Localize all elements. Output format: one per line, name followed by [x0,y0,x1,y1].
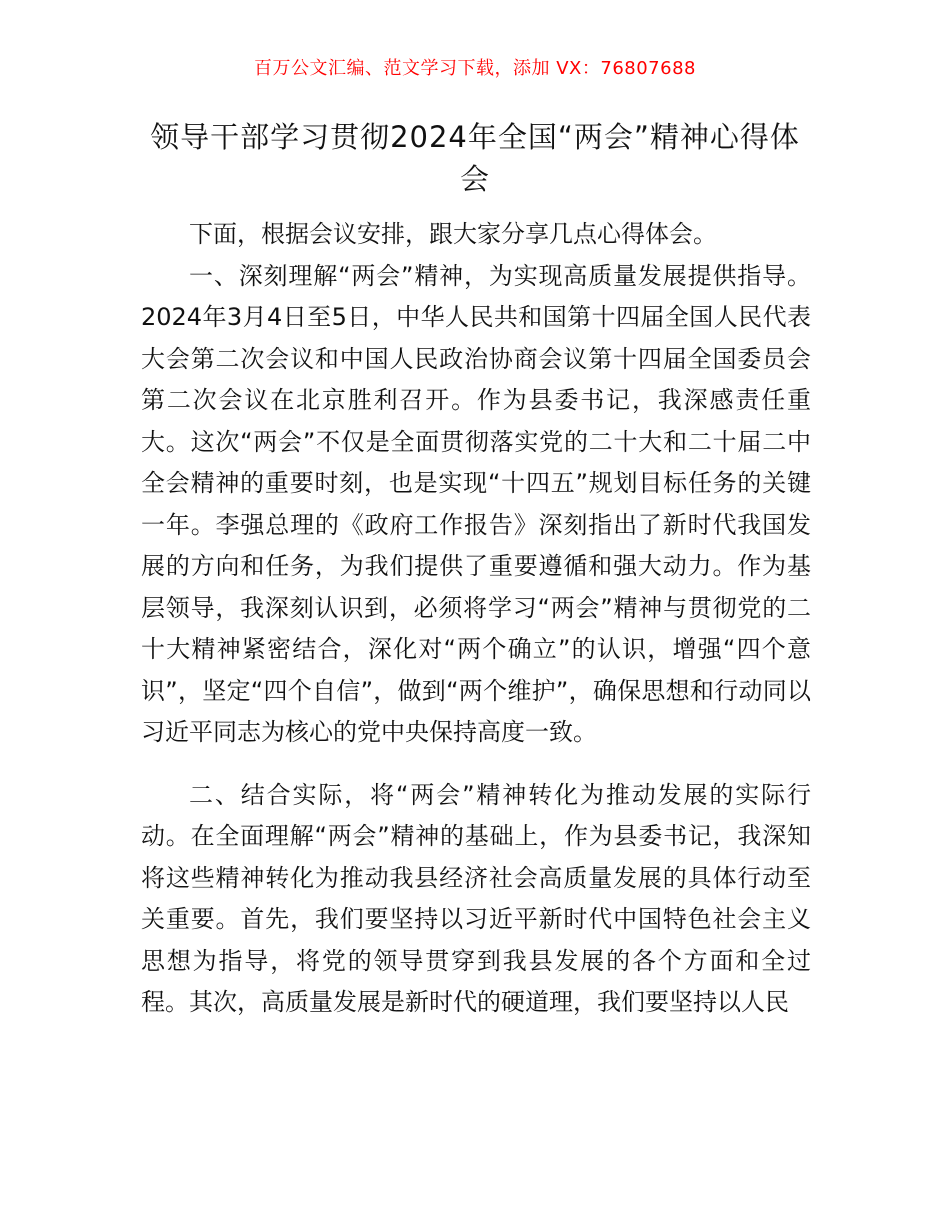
promo-banner: 百万公文汇编、范文学习下载，添加 VX：76807688 [254,58,696,79]
paragraph-intro: 下面，根据会议安排，跟大家分享几点心得体会。 [189,220,717,248]
page-title: 领导干部学习贯彻2024年全国“两会”精神心得体会 [150,120,800,196]
paragraph-section-one: 一、深刻理解“两会”精神，为实现高质量发展提供指导。2024年3月4日至5日，中华人民共和国第十四届全国人民代表大会第二次会议和中国人民政治协商会议第十四届全国委员会第二次会议在北京胜利召开。作为县委书记，我深感责任重大。这次“两会”不仅是全面贯彻落实党的二十大和二十届二中全会精神的重要时刻，也是实现“十四五”规划目标任务的关键一年。李强总理的《政府工作报告》深刻指出了新时代我国发展的方向和任务，为我们提供了重要遵循和强大动力。作为基层领导，我深刻认识到，必须将学习“两会”精神与贯彻党的二十大精神紧密结合，深化对“两个确立”的认识，增强“四个意识”，坚定“四个自信”，做到“两个维护”，确保思想和行动同以习近平同志为核心的党中央保持高度一致。 [141,261,811,746]
paragraph-section-two: 二、结合实际，将“两会”精神转化为推动发展的实际行动。在全面理解“两会”精神的基础上，作为县委书记，我深知将这些精神转化为推动我县经济社会高质量发展的具体行动至关重要。首先，我们要坚持以习近平新时代中国特色社会主义思想为指导，将党的领导贯穿到我县发展的各个方面和全过程。其次，高质量发展是新时代的硬道理，我们要坚持以人民 [141,780,811,1016]
document-body [141,214,811,1024]
